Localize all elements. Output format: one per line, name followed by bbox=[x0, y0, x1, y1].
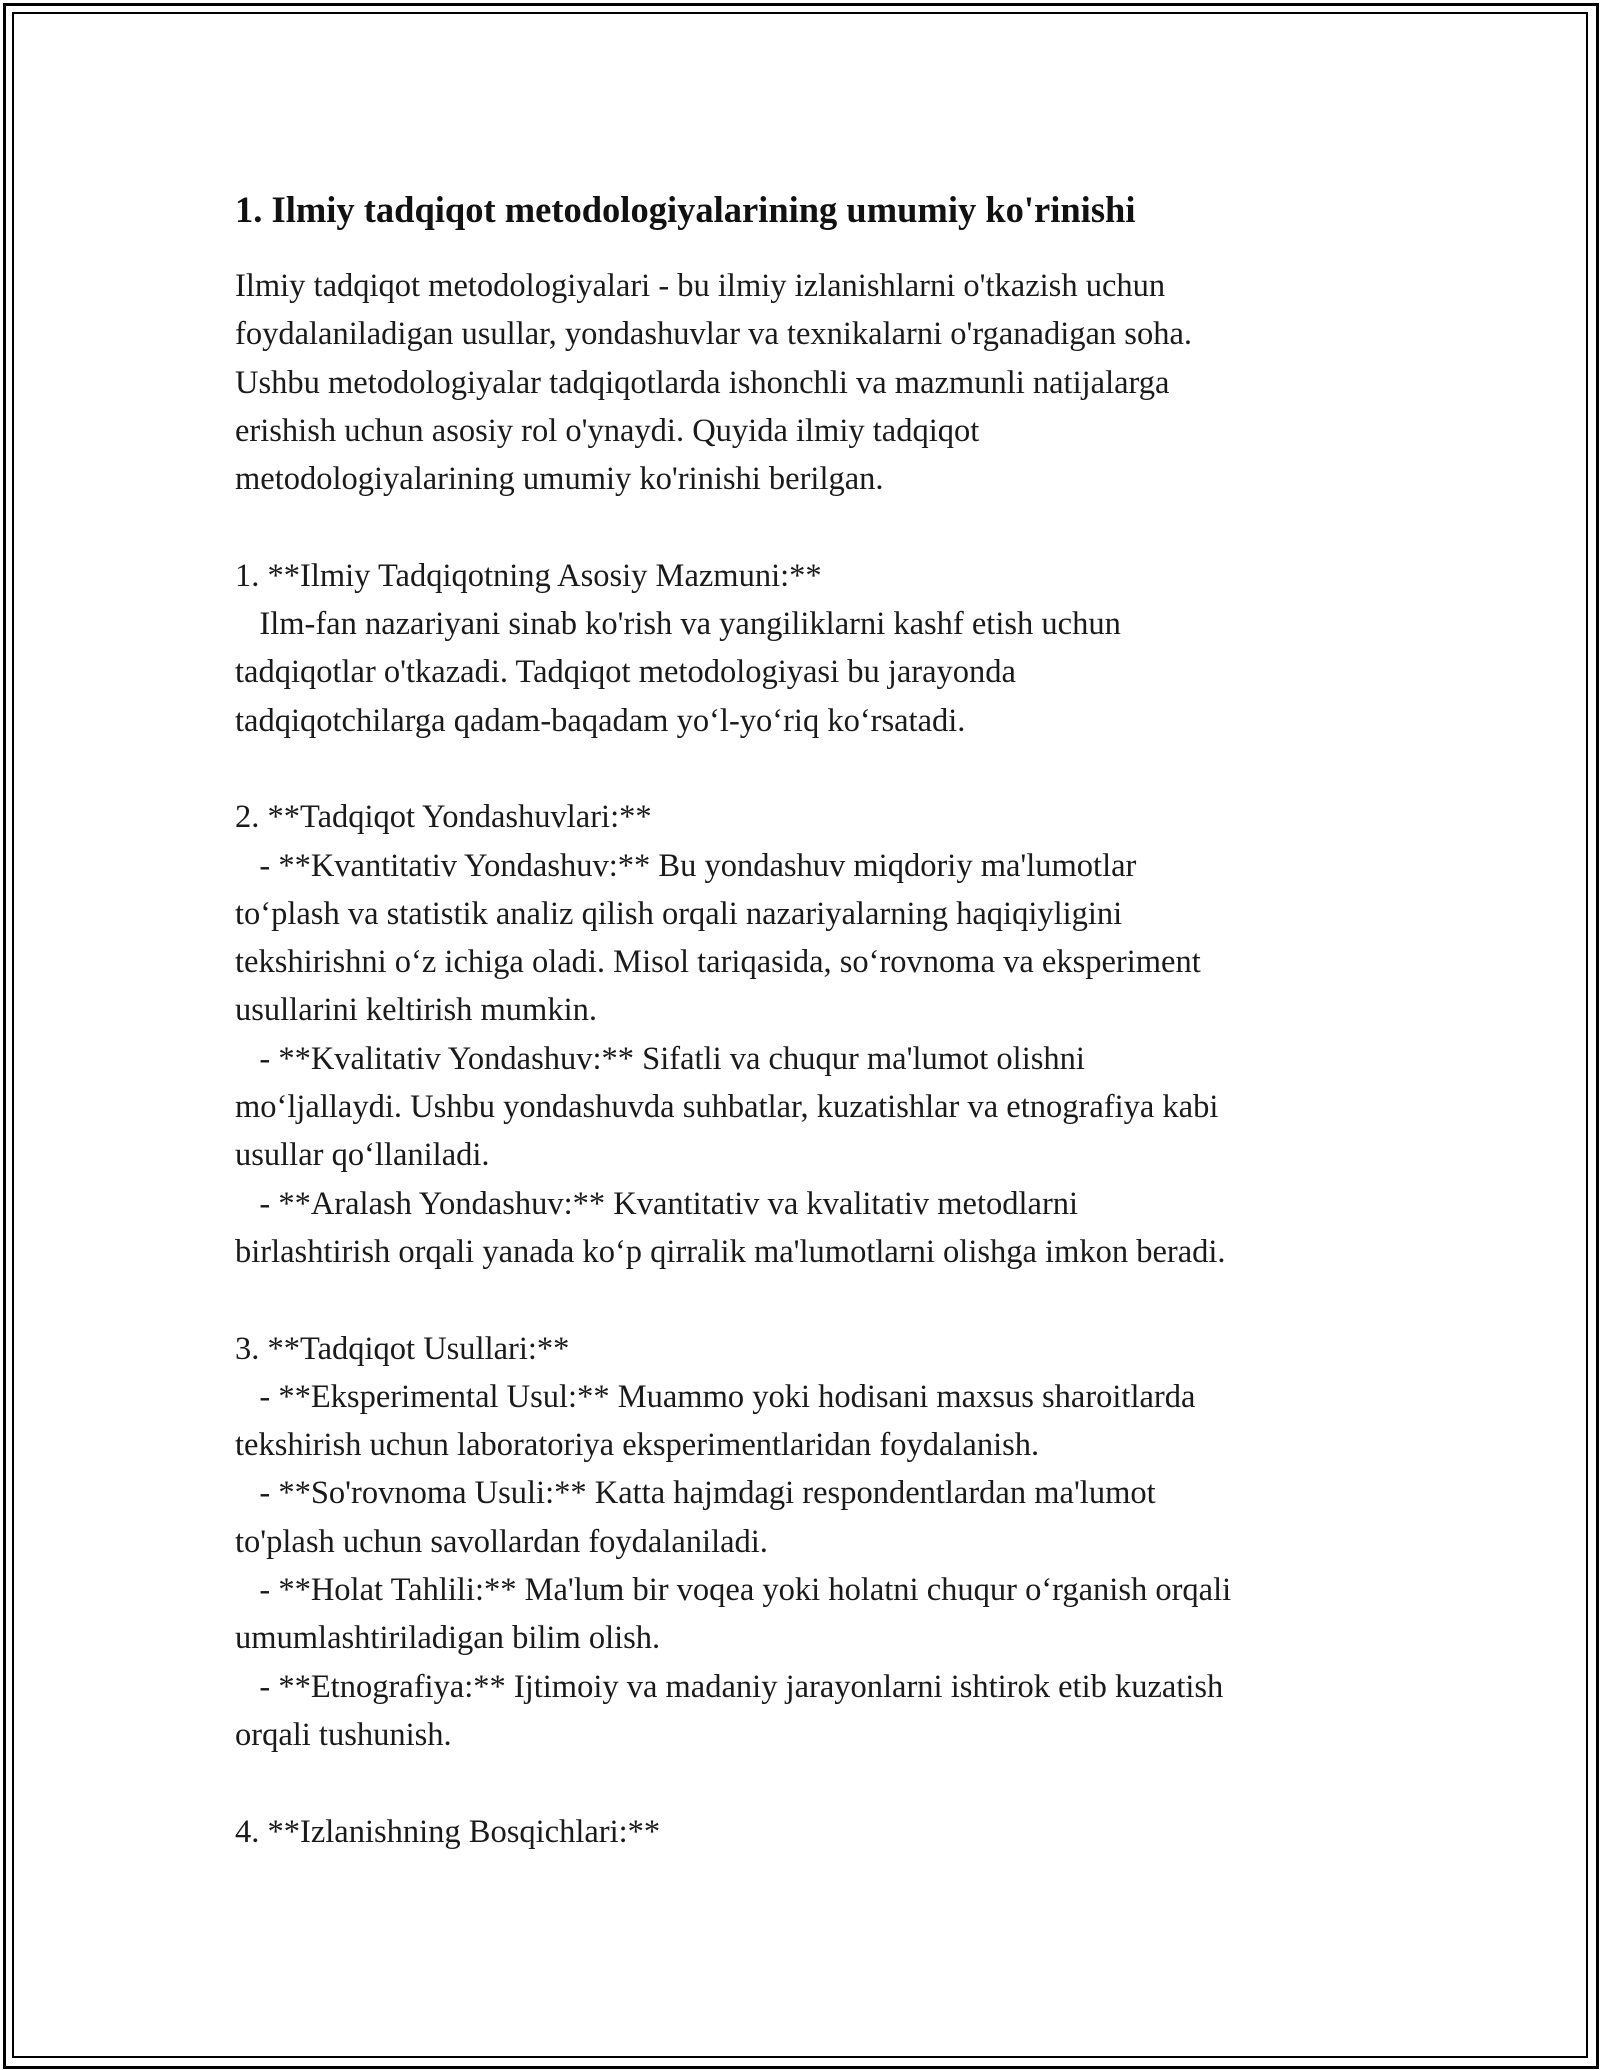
document-body bbox=[235, 188, 1375, 1856]
text-line: - **Etnografiya:** Ijtimoiy va madaniy jarayonlarni ishtirok etib kuzatish bbox=[235, 1668, 1224, 1705]
text-line: 2. **Tadqiqot Yondashuvlari:** bbox=[235, 799, 652, 836]
text-line: mo‘ljallaydi. Ushbu yondashuvda suhbatlar, kuzatishlar va etnografiya kabi bbox=[235, 1089, 1219, 1126]
text-line: 3. **Tadqiqot Usullari:** bbox=[235, 1330, 570, 1367]
text-line: - **So'rovnoma Usuli:** Katta hajmdagi respondentlardan ma'lumot bbox=[235, 1475, 1156, 1512]
text-line: - **Kvantitativ Yondashuv:** Bu yondashuv miqdoriy ma'lumotlar bbox=[235, 847, 1137, 884]
text-line: tekshirishni o‘z ichiga oladi. Misol tariqasida, so‘rovnoma va eksperiment bbox=[235, 944, 1201, 981]
text-line: erishish uchun asosiy rol o'ynaydi. Quyida ilmiy tadqiqot bbox=[235, 412, 980, 449]
blank-line bbox=[235, 1276, 1375, 1324]
text-line: Ilm-fan nazariyani sinab ko'rish va yangiliklarni kashf etish uchun bbox=[235, 606, 1121, 643]
text-line: 4. **Izlanishning Bosqichlari:** bbox=[235, 1813, 661, 1850]
text-line: 1. **Ilmiy Tadqiqotning Asosiy Mazmuni:** bbox=[235, 557, 822, 594]
text-line: Ilmiy tadqiqot metodologiyalari - bu ilmiy izlanishlarni o'tkazish uchun bbox=[235, 268, 1166, 304]
blank-line bbox=[235, 745, 1375, 793]
text-line: umumlashtiriladigan bilim olish. bbox=[235, 1620, 661, 1657]
text-line: tadqiqotlar o'tkazadi. Tadqiqot metodologiyasi bu jarayonda bbox=[235, 654, 1016, 691]
blank-line bbox=[235, 503, 1375, 551]
text-line: - **Aralash Yondashuv:** Kvantitativ va kvalitativ metodlarni bbox=[235, 1185, 1079, 1222]
text-line: foydalaniladigan usullar, yondashuvlar va texnikalarni o'rganadigan soha. bbox=[235, 316, 1193, 353]
text-line: usullarini keltirish mumkin. bbox=[235, 992, 597, 1029]
text-line: to‘plash va statistik analiz qilish orqali nazariyalarning haqiqiyligini bbox=[235, 895, 1123, 932]
text-line: - **Kvalitativ Yondashuv:** Sifatli va chuqur ma'lumot olishni bbox=[235, 1040, 1085, 1077]
blank-line bbox=[235, 1759, 1375, 1807]
text-line: birlashtirish orqali yanada ko‘p qirralik ma'lumotlarni olishga imkon beradi. bbox=[235, 1233, 1226, 1270]
text-line: orqali tushunish. bbox=[235, 1716, 452, 1753]
text-line: Ushbu metodologiyalar tadqiqotlarda ishonchli va mazmunli natijalarga bbox=[235, 364, 1170, 401]
text-line: tadqiqotchilarga qadam-baqadam yo‘l-yo‘riq ko‘rsatadi. bbox=[235, 702, 966, 739]
text-line: to'plash uchun savollardan foydalaniladi. bbox=[235, 1523, 768, 1560]
text-line: tekshirish uchun laboratoriya eksperimentlaridan foydalanish. bbox=[235, 1427, 1040, 1464]
text-line: - **Eksperimental Usul:** Muammo yoki hodisani maxsus sharoitlarda bbox=[235, 1378, 1196, 1415]
text-line: metodologiyalarining umumiy ko'rinishi berilgan. bbox=[235, 461, 884, 498]
text-line: usullar qo‘llaniladi. bbox=[235, 1137, 490, 1174]
section-heading: 1. Ilmiy tadqiqot metodologiyalarining umumiy ko'rinishi bbox=[235, 189, 1136, 230]
text-line: - **Holat Tahlili:** Ma'lum bir voqea yoki holatni chuqur o‘rganish orqali bbox=[235, 1572, 1232, 1609]
